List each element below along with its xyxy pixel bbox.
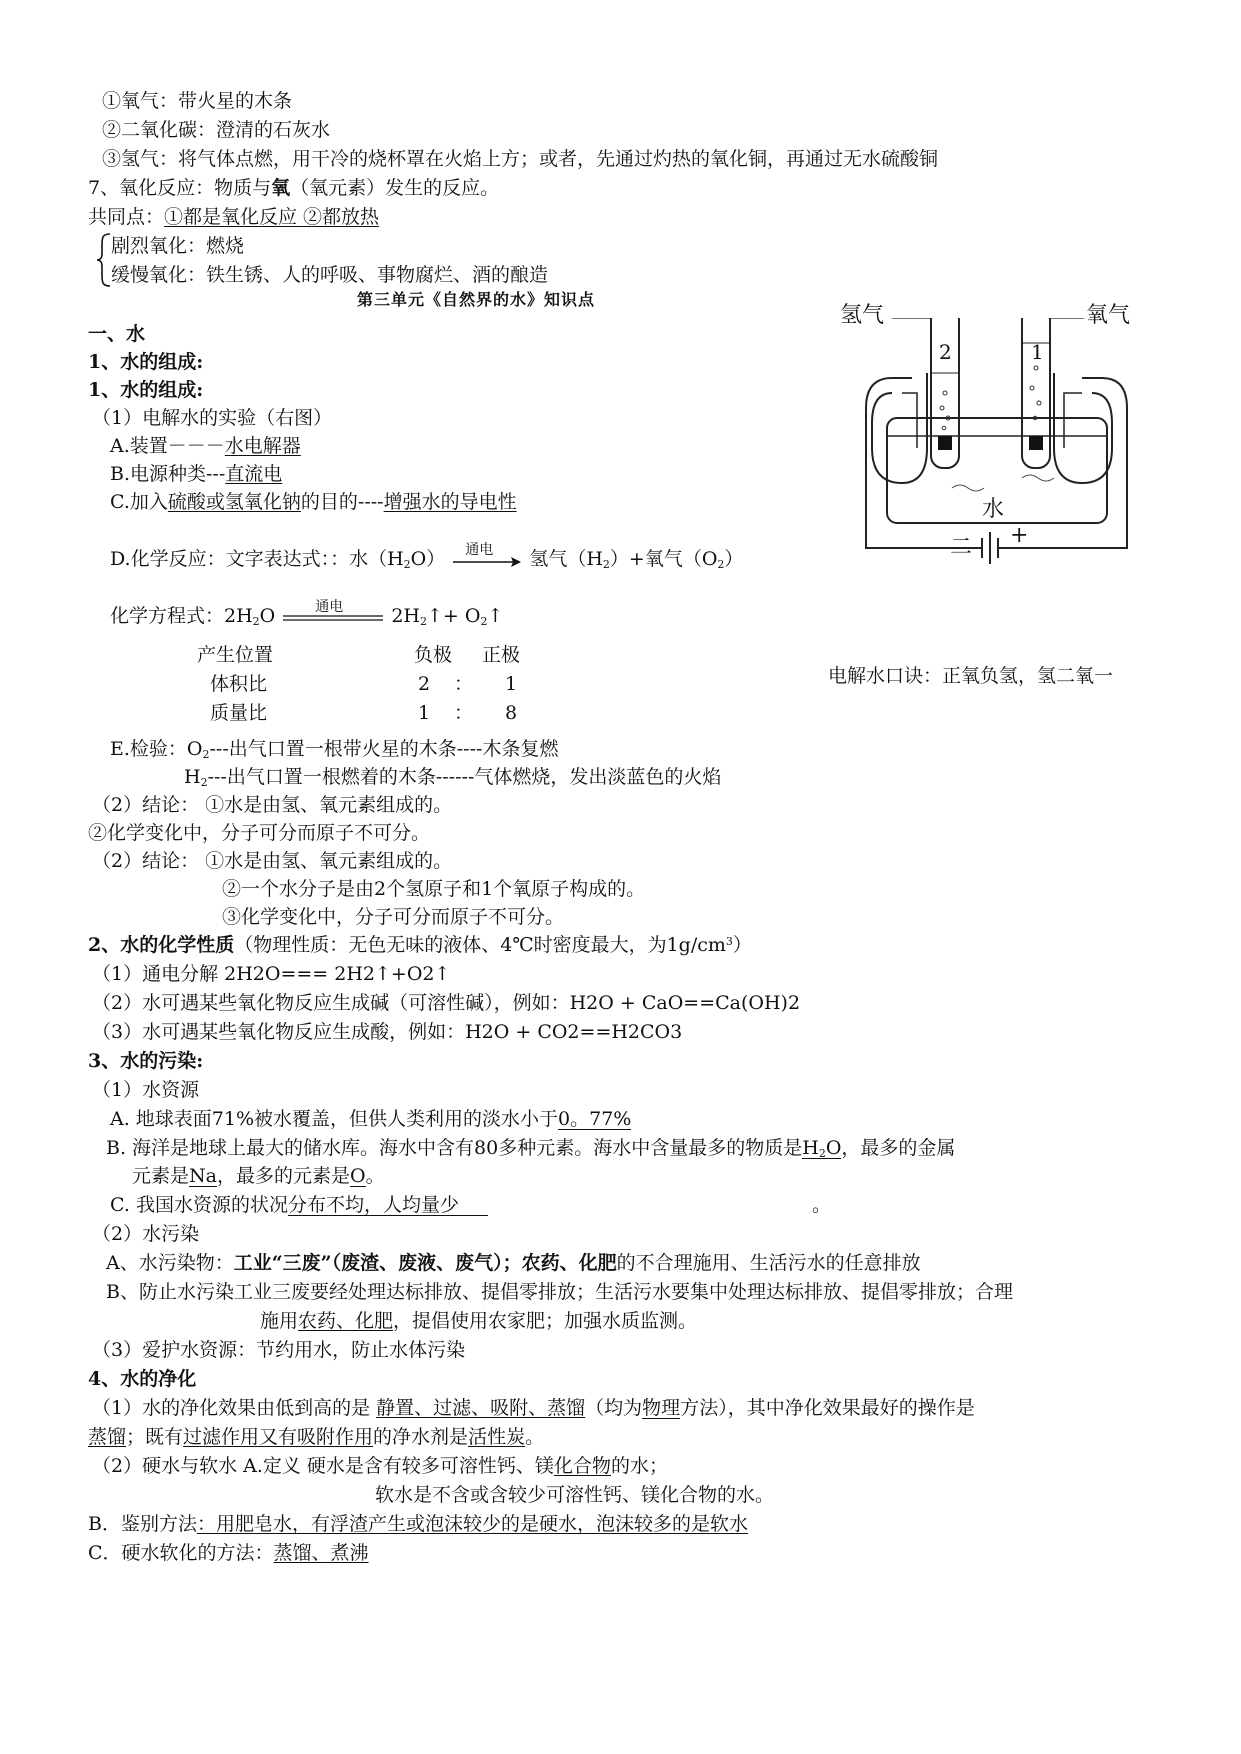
protect-water-line: （3）爱护水资源：节约用水，防止水体污染 — [92, 1339, 466, 1361]
conclusion-line-2c: ③化学变化中，分子可分而原子不可分。 — [222, 906, 565, 928]
hydrogen-test-line: ③氢气：将气体点燃，用干冷的烧杯罩在火焰上方；或者，先通过灼热的氧化铜，再通过无水硫酸铜 — [102, 148, 939, 170]
electrolysis-experiment-line: （1）电解水的实验（右图） — [92, 407, 333, 429]
identification-method: B．鉴别方法：用肥皂水，有浮渣产生或泡沫较少的是硬水，泡沫较多的是软水 — [88, 1513, 748, 1535]
hydrogen-check-line: $H_2---$出气口置一根燃着的木条------气体燃烧，发出淡蓝色的火焰 — [184, 766, 722, 789]
water-pollution-line: （2）水污染 — [92, 1223, 200, 1245]
chemical-equation-line: 化学方程式：$2H_2O$ 通电 $2H_2↑+$ $O_2↑$ — [110, 599, 504, 628]
slow-oxidation-line: 缓慢氧化：铁生锈、人的呼吸、事物腐烂、酒的酿造 — [111, 264, 549, 286]
hard-water-definition: （2）硬水与软水 A.定义 硬水是含有较多可溶性钙、镁化合物的水； — [92, 1455, 668, 1477]
additive-purpose-line: C.加入硫酸或氢氧化钠的目的----增强水的导电性 — [110, 491, 517, 513]
electrolysis-diagram — [832, 303, 1152, 618]
resources-c-end: 。 — [812, 1194, 832, 1216]
electrolysis-apparatus-icon — [832, 318, 1152, 618]
conclusion-line-1: （2）结论： ①水是由氢、氧元素组成的。 — [92, 794, 453, 816]
table-cell-negative: 2 — [418, 673, 431, 695]
property-acid: （3）水可遇某些氧化物反应生成酸，例如：H2O + CO2==H2CO3 — [92, 1021, 683, 1043]
table-header-negative: 负极 — [414, 644, 453, 666]
electrolysis-mnemonic: 电解水口诀：正氧负氢，氢二氧一 — [828, 665, 1114, 687]
table-cell-positive: 1 — [505, 673, 518, 695]
apparatus-line: A.装置－－－水电解器 — [110, 435, 301, 457]
conclusion-line-2b: ②一个水分子是由2个氢原子和1个氧原子构成的。 — [222, 878, 646, 900]
fast-oxidation-line: 剧烈氧化：燃烧 — [111, 235, 245, 257]
conclusion-line-1b: ②化学变化中，分子可分而原子不可分。 — [88, 822, 431, 844]
oxygen-label: 氧气 — [1086, 303, 1131, 328]
curly-brace-icon — [96, 232, 112, 288]
table-header-position: 产生位置 — [197, 644, 274, 666]
water-composition-heading-2: 1、水的组成: — [88, 379, 204, 401]
conclusion-line-2: （2）结论： ①水是由氢、氧元素组成的。 — [92, 850, 453, 872]
chemical-properties-heading: 2、水的化学性质（物理性质：无色无味的液体、4℃时密度最大，为$1g/cm^3$） — [88, 934, 752, 956]
reaction-arrow-icon: 通电 — [451, 548, 523, 572]
property-base: （2）水可遇某些氧化物反应生成碱（可溶性碱），例如：H2O + CaO==Ca(OH)2 — [92, 992, 801, 1014]
resources-a-line: A. 地球表面71%被水覆盖，但供人类利用的淡水小于0。77% — [110, 1108, 632, 1130]
resources-b-line: B. 海洋是地球上最大的储水库。海水中含有80多种元素。海水中含量最多的物质是$H_2O$，最多的金属 — [106, 1137, 956, 1160]
table-row-label: 质量比 — [210, 702, 268, 724]
hydrogen-label: 氢气 — [840, 303, 885, 328]
table-cell-separator: ： — [454, 673, 474, 695]
equals-sign-icon: 通电 — [315, 599, 344, 615]
table-cell-negative: 1 — [418, 702, 431, 724]
softening-method: C．硬水软化的方法：蒸馏、煮沸 — [88, 1542, 369, 1564]
soft-water-definition: 软水是不含或含较少可溶性钙、镁化合物的水。 — [375, 1484, 775, 1506]
tube-left-number: 2 — [939, 340, 952, 364]
purification-line-1: （1）水的净化效果由低到高的是 静置、过滤、吸附、蒸馏（均为物理方法），其中净化效果最好的操作是 — [92, 1397, 975, 1419]
plus-label: + — [1010, 523, 1029, 548]
table-cell-positive: 8 — [505, 702, 518, 724]
prevention-line-2: 施用农药、化肥，提倡使用农家肥；加强水质监测。 — [260, 1310, 698, 1332]
water-composition-heading: 1、水的组成: — [88, 351, 204, 373]
oxygen-test-line: ①氧气：带火星的木条 — [102, 90, 293, 112]
water-resources-line: （1）水资源 — [92, 1079, 200, 1101]
table-row-label: 体积比 — [210, 673, 268, 695]
resources-c-line: C. 我国水资源的状况分布不均，人均量少 — [110, 1193, 488, 1217]
property-electrolysis: （1）通电分解 2H2O=== 2H2↑+O2↑ — [92, 963, 451, 985]
tube-right-number: 1 — [1031, 340, 1044, 364]
table-cell-separator: ： — [454, 702, 474, 724]
power-source-line: B.电源种类---直流电 — [110, 463, 283, 485]
purification-heading: 4、水的净化 — [88, 1368, 197, 1390]
resources-b2-line: 元素是Na，最多的元素是O。 — [132, 1165, 385, 1187]
oxygen-check-line: E.检验：$O_2---$出气口置一根带火星的木条----木条复燃 — [110, 738, 559, 761]
co2-test-line: ②二氧化碳：澄清的石灰水 — [102, 119, 331, 141]
section-heading-water: 一、水 — [88, 323, 146, 345]
pollution-heading: 3、水的污染: — [88, 1050, 204, 1072]
purification-line-2: 蒸馏；既有过滤作用又有吸附作用的净水剂是活性炭。 — [88, 1426, 545, 1448]
common-points-line: 共同点：①都是氧化反应 ②都放热 — [88, 206, 380, 228]
pollutants-line: A、水污染物：工业“三废”（废渣、废液、废气）；农药、化肥的不合理施用、生活污水的任意排放 — [106, 1252, 921, 1274]
water-label: 水 — [982, 497, 1005, 522]
word-equation-line: D.化学反应：文字表达式：：水$(H_2O)$ 通电 氢气$(H_2)+$氧气$(O_2)$ — [110, 542, 744, 571]
minus-label: 二 — [950, 535, 973, 560]
table-header-positive: 正极 — [482, 644, 521, 666]
unit-title: 第三单元《自然界的水》知识点 — [357, 290, 596, 309]
prevention-line: B、防止水污染工业三废要经处理达标排放、提倡零排放；生活污水要集中处理达标排放、提倡零排放；合理 — [106, 1281, 1013, 1303]
oxidation-definition: 7、氧化反应：物质与氧（氧元素）发生的反应。 — [88, 177, 500, 199]
